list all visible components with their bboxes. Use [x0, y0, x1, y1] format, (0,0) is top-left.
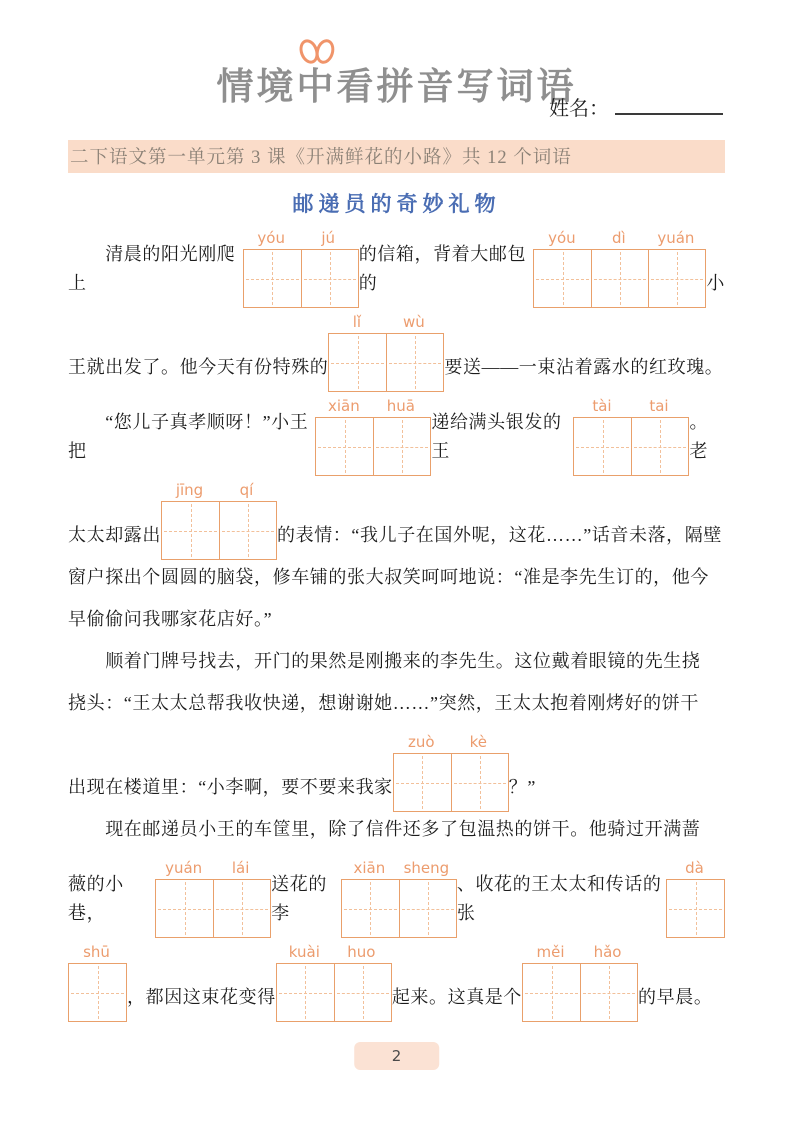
worksheet-body	[68, 226, 725, 1022]
writing-grid	[276, 963, 392, 1022]
writing-cell[interactable]	[399, 880, 456, 937]
story-line	[68, 562, 725, 602]
pinyin-syllable: shū	[83, 943, 110, 961]
writing-grid	[393, 753, 509, 812]
pinyin-syllable: huo	[347, 943, 376, 961]
pinyin-syllable: yuán	[165, 859, 203, 877]
writing-cell[interactable]	[162, 502, 219, 559]
pinyin-syllable: tài	[592, 397, 612, 415]
writing-grid	[666, 879, 725, 938]
writing-grid	[328, 333, 444, 392]
body-text: 起来。这真是个	[391, 987, 523, 1007]
pinyin-label	[666, 856, 725, 879]
writing-cell[interactable]	[386, 334, 443, 391]
name-blank-field[interactable]	[615, 109, 723, 115]
pinyin-syllable: dà	[685, 859, 704, 877]
pinyin-word-box	[68, 940, 127, 1022]
writing-cell[interactable]	[277, 964, 334, 1021]
pinyin-word-box	[341, 856, 457, 938]
body-text: 顺着门牌号找去，开门的果然是刚搬来的李先生。这位戴着眼镜的先生挠	[68, 651, 701, 671]
logo-text-prefix: 情境	[216, 65, 297, 108]
student-name-row	[549, 92, 723, 121]
pinyin-label	[155, 856, 271, 879]
body-text: 递给满头银发的王	[431, 412, 562, 461]
pinyin-word-box	[522, 940, 638, 1022]
pinyin-syllable: yuán	[657, 229, 695, 247]
pinyin-syllable: dì	[612, 229, 626, 247]
writing-grid	[341, 879, 457, 938]
pinyin-syllable: kuài	[288, 943, 320, 961]
pinyin-label	[533, 226, 706, 249]
body-text: 王就出发了。他今天有份特殊的	[68, 357, 329, 377]
story-title: 邮递员的奇妙礼物	[292, 192, 501, 216]
writing-cell[interactable]	[329, 334, 386, 391]
pinyin-word-box	[161, 478, 277, 560]
body-text: 、收花的王太太和传话的张	[456, 874, 662, 923]
story-line	[68, 478, 725, 560]
pinyin-label	[328, 310, 444, 333]
writing-grid	[315, 417, 431, 476]
body-text: 的早晨。	[638, 987, 713, 1007]
body-text: 出现在楼道里：“小李啊，要不要来我家	[68, 777, 393, 797]
pinyin-label	[573, 394, 689, 417]
story-line	[68, 688, 725, 728]
story-line	[68, 604, 725, 644]
writing-cell[interactable]	[342, 880, 399, 937]
story-line	[68, 310, 725, 392]
writing-cell[interactable]	[334, 964, 391, 1021]
writing-grid	[161, 501, 277, 560]
pinyin-word-box	[666, 856, 725, 938]
pinyin-label	[68, 940, 127, 963]
brand-logo	[217, 56, 577, 110]
body-text: 太太却露出	[68, 525, 161, 545]
writing-cell[interactable]	[631, 418, 688, 475]
writing-grid	[155, 879, 271, 938]
story-line	[68, 646, 725, 686]
pinyin-label	[393, 730, 509, 753]
pinyin-label	[315, 394, 431, 417]
writing-cell[interactable]	[394, 754, 451, 811]
page-header	[0, 0, 793, 120]
body-text: 要送——一束沾着露水的红玫瑰。	[444, 357, 724, 377]
writing-grid	[522, 963, 638, 1022]
pinyin-syllable: měi	[536, 943, 565, 961]
pinyin-syllable: lái	[231, 859, 250, 877]
writing-cell[interactable]	[451, 754, 508, 811]
pinyin-label	[522, 940, 638, 963]
writing-cell[interactable]	[316, 418, 373, 475]
body-text: 。老	[689, 412, 709, 461]
story-line	[68, 394, 725, 476]
pinyin-syllable: jú	[321, 229, 336, 247]
writing-cell[interactable]	[534, 250, 591, 307]
pinyin-syllable: tai	[649, 397, 669, 415]
writing-cell[interactable]	[373, 418, 430, 475]
body-text: 的表情：“我儿子在国外呢，这花……”话音未落，隔壁	[277, 525, 722, 545]
writing-cell[interactable]	[213, 880, 270, 937]
body-text: 小	[706, 273, 725, 293]
writing-cell[interactable]	[574, 418, 631, 475]
body-text: 挠头：“王太太总帮我收快递，想谢谢她……”突然，王太太抱着刚烤好的饼干	[68, 693, 699, 713]
writing-cell[interactable]	[301, 250, 358, 307]
pinyin-label	[243, 226, 359, 249]
pinyin-label	[276, 940, 392, 963]
pinyin-syllable: xiān	[327, 397, 360, 415]
butterfly-bug-icon: 中	[297, 56, 337, 110]
body-text: 清晨的阳光刚爬上	[68, 244, 236, 293]
pinyin-word-box	[276, 940, 392, 1022]
logo-text-suffix: 看拼音写词语	[336, 65, 577, 108]
page-number-badge: 2	[354, 1042, 440, 1070]
writing-grid	[573, 417, 689, 476]
body-text: 送花的李	[271, 874, 327, 923]
pinyin-label	[161, 478, 277, 501]
pinyin-syllable: wù	[403, 313, 425, 331]
name-label: 姓名：	[549, 98, 609, 120]
pinyin-label	[341, 856, 457, 879]
pinyin-syllable: huā	[386, 397, 415, 415]
pinyin-word-box	[315, 394, 431, 476]
pinyin-syllable: yóu	[548, 229, 576, 247]
pinyin-syllable: lǐ	[352, 313, 362, 331]
pinyin-word-box	[328, 310, 444, 392]
pinyin-word-box	[155, 856, 271, 938]
writing-cell[interactable]	[244, 250, 301, 307]
body-text: “您儿子真孝顺呀！”小王把	[68, 412, 309, 461]
pinyin-syllable: hǎo	[593, 943, 622, 961]
story-line	[68, 940, 725, 1022]
writing-cell[interactable]	[523, 964, 580, 1021]
pinyin-syllable: qí	[239, 481, 254, 499]
story-line	[68, 226, 725, 308]
story-line	[68, 814, 725, 854]
pinyin-syllable: xiān	[353, 859, 386, 877]
writing-cell[interactable]	[156, 880, 213, 937]
body-text: 薇的小巷，	[68, 874, 124, 923]
pinyin-syllable: yóu	[257, 229, 285, 247]
writing-cell[interactable]	[580, 964, 637, 1021]
pinyin-word-box	[393, 730, 509, 812]
lesson-banner: 二下语文第一单元第 3 课《开满鲜花的小路》共 12 个词语	[68, 140, 725, 173]
writing-cell[interactable]	[591, 250, 648, 307]
body-text: 现在邮递员小王的车筐里，除了信件还多了包温热的饼干。他骑过开满蔷	[68, 819, 701, 839]
writing-cell[interactable]	[667, 880, 724, 937]
body-text: ？”	[508, 777, 536, 797]
body-text: 早偷偷问我哪家花店好。”	[68, 609, 273, 629]
pinyin-syllable: sheng	[403, 859, 450, 877]
story-line	[68, 856, 725, 938]
body-text: 窗户探出个圆圆的脑袋，修车铺的张大叔笑呵呵地说：“准是李先生订的，他今	[68, 567, 709, 587]
writing-cell[interactable]	[69, 964, 126, 1021]
pinyin-word-box	[573, 394, 689, 476]
writing-cell[interactable]	[219, 502, 276, 559]
pinyin-word-box	[533, 226, 706, 308]
body-text: ，都因这束花变得	[127, 987, 276, 1007]
pinyin-syllable: zuò	[408, 733, 435, 751]
writing-grid	[533, 249, 706, 308]
pinyin-word-box	[243, 226, 359, 308]
pinyin-syllable: kè	[469, 733, 487, 751]
story-line	[68, 730, 725, 812]
writing-grid	[68, 963, 127, 1022]
pinyin-syllable: jīng	[175, 481, 204, 499]
body-text: 的信箱，背着大邮包的	[358, 244, 527, 293]
writing-cell[interactable]	[648, 250, 705, 307]
writing-grid	[243, 249, 359, 308]
